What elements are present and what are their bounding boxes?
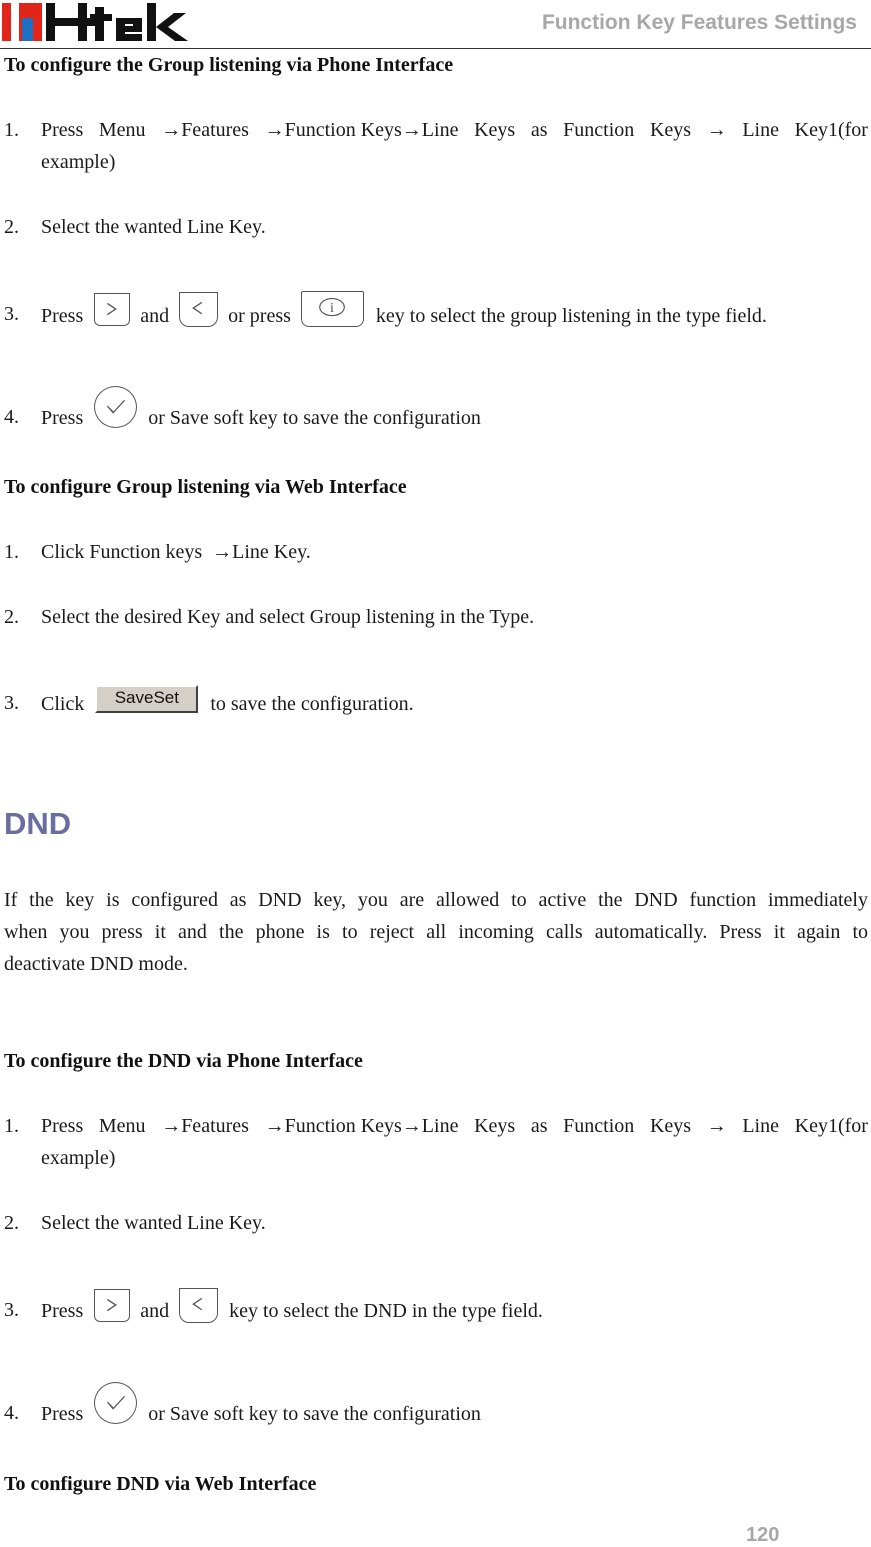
word: Press xyxy=(41,1115,84,1137)
htek-logo xyxy=(2,1,192,43)
step-text: key to select the group listening in the type field. xyxy=(375,304,767,327)
step-number: 1. xyxy=(4,1115,19,1137)
word: Key1(for xyxy=(794,119,868,141)
word: Key1(for xyxy=(794,1115,868,1137)
step-text: and xyxy=(140,1300,170,1322)
step-number: 1. xyxy=(4,541,19,563)
text-line: when you press it and the phone is to reject all incoming calls automatically. Press it again to xyxy=(4,921,868,943)
sec1-step-1-continued: example) xyxy=(41,151,116,173)
word: Menu xyxy=(98,119,146,141)
heading-group-listening-phone: To configure the Group listening via Phone Interface xyxy=(4,54,454,76)
right-arrow-key-icon xyxy=(94,293,130,326)
dnd-description-line-2 xyxy=(4,916,868,948)
word: → xyxy=(706,119,727,141)
step-text: Press xyxy=(41,1402,84,1425)
step-number: 3. xyxy=(4,692,19,714)
heading-dnd-phone: To configure the DND via Phone Interface xyxy=(4,1050,363,1072)
step-1-line xyxy=(41,119,868,142)
left-arrow-key-icon xyxy=(179,1288,218,1323)
step-text: to save the configuration. xyxy=(210,692,414,715)
step-1-line xyxy=(41,1115,868,1138)
step-number: 4. xyxy=(4,1402,19,1424)
step-text: or Save soft key to save the configuration xyxy=(148,406,481,429)
text-line: If the key is configured as DND key, you are allowed to active the DND function immediately xyxy=(4,889,868,911)
sec1-step-3 xyxy=(4,289,870,329)
step-text: or Save soft key to save the configuration xyxy=(148,1402,481,1425)
word: Function xyxy=(563,119,635,141)
word: Menu xyxy=(98,1115,146,1137)
sec3-step-1 xyxy=(4,1115,870,1141)
step-text: Select the desired Key and select Group listening in the Type. xyxy=(41,606,535,628)
step-number: 2. xyxy=(4,606,19,628)
info-key-icon xyxy=(301,291,364,327)
word: →Function Keys→Line xyxy=(264,1115,459,1137)
step-number: 2. xyxy=(4,216,19,238)
step-number: 4. xyxy=(4,406,19,428)
word: →Features xyxy=(161,119,249,141)
word: → xyxy=(706,1115,727,1137)
step-text: Press xyxy=(41,1300,84,1322)
word: Keys xyxy=(474,1115,516,1137)
word: →Features xyxy=(161,1115,249,1137)
dnd-description-line-3: deactivate DND mode. xyxy=(4,953,188,975)
dnd-description xyxy=(4,884,868,980)
svg-text:i: i xyxy=(330,299,334,315)
sec1-step-1 xyxy=(4,119,870,145)
heading-dnd-web: To configure DND via Web Interface xyxy=(4,1473,317,1495)
saveset-button[interactable]: SaveSet xyxy=(95,685,198,713)
word: as xyxy=(530,1115,548,1137)
ok-key-icon xyxy=(94,386,137,428)
word: Line xyxy=(742,119,779,141)
right-arrow-key-icon xyxy=(94,1289,130,1322)
sec3-step-1-continued: example) xyxy=(41,1147,116,1169)
step-text: Press xyxy=(41,406,84,429)
page-number: 120 xyxy=(746,1524,780,1546)
word: Press xyxy=(41,119,84,141)
step-text: key to select the DND in the type field. xyxy=(229,1300,543,1322)
step-text: Press xyxy=(41,304,84,327)
header-divider xyxy=(0,48,871,49)
ok-key-icon xyxy=(94,1382,137,1424)
step-number: 3. xyxy=(4,303,19,325)
step-number: 2. xyxy=(4,1212,19,1234)
step-text: and xyxy=(140,304,170,327)
step-text: Select the wanted Line Key. xyxy=(41,216,266,238)
word: Keys xyxy=(649,119,692,141)
step-number: 1. xyxy=(4,119,19,141)
step-number: 3. xyxy=(4,1299,19,1321)
step-text: Select the wanted Line Key. xyxy=(41,1212,266,1234)
dnd-description-line-1 xyxy=(4,884,868,916)
word: Keys xyxy=(649,1115,692,1137)
word: Function xyxy=(563,1115,635,1137)
word: Line xyxy=(742,1115,779,1137)
word: →Function Keys→Line xyxy=(264,119,459,141)
section-title-dnd: DND xyxy=(4,806,72,841)
heading-group-listening-web: To configure Group listening via Web Interface xyxy=(4,476,407,498)
step-text: or press xyxy=(228,304,291,327)
step-text: Click xyxy=(41,692,85,715)
word: as xyxy=(530,119,548,141)
step-text: Click Function keys →Line Key. xyxy=(41,541,311,563)
left-arrow-key-icon xyxy=(179,292,218,327)
header-title: Function Key Features Settings xyxy=(541,11,857,34)
word: Keys xyxy=(474,119,516,141)
